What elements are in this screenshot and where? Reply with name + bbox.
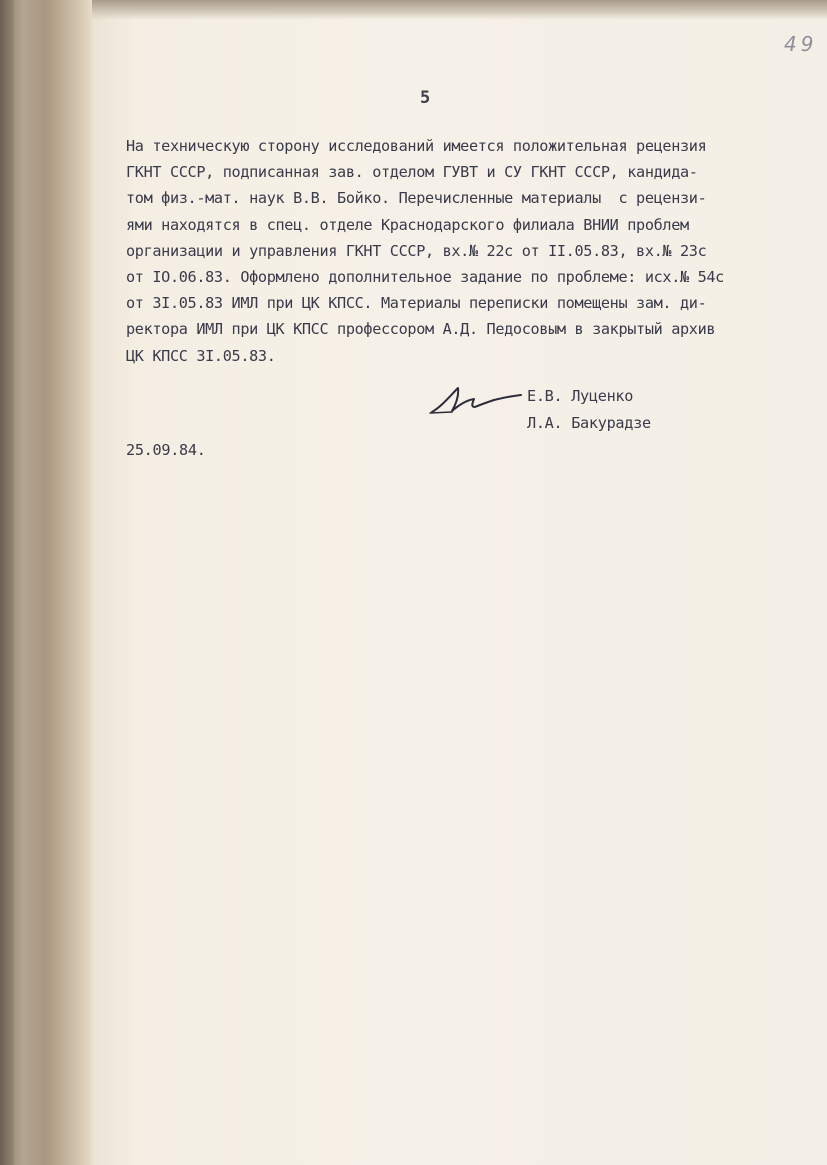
body-line: том физ.-мат. наук В.В. Бойко. Перечисленные материалы с рецензи-: [126, 189, 707, 208]
body-line: ректора ИМЛ при ЦК КПСС профессором А.Д. Педосовым в закрытый архив: [126, 320, 716, 339]
page-number: 5: [420, 88, 431, 108]
handwritten-signature: [428, 382, 523, 418]
body-line: ями находятся в спец. отделе Краснодарского филиала ВНИИ проблем: [126, 215, 689, 234]
body-line: ГКНТ СССР, подписанная зав. отделом ГУВТ и СУ ГКНТ СССР, кандида-: [126, 163, 698, 182]
body-line: от 3I.05.83 ИМЛ при ЦК КПСС. Материалы переписки помещены зам. ди-: [126, 294, 707, 313]
document-date: 25.09.84.: [126, 441, 206, 459]
body-line: от IO.06.83. Оформлено дополнительное задание по проблеме: исх.№ 54с: [126, 268, 724, 287]
body-line: организации и управления ГКНТ СССР, вх.№ 22с от II.05.83, вх.№ 23с: [126, 241, 707, 260]
body-line: На техническую сторону исследований имеется положительная рецензия: [126, 137, 707, 155]
body-line: ЦК КПСС 3I.05.83.: [126, 346, 276, 365]
signer-name: Л.А. Бакурадзе: [527, 414, 651, 432]
binding-edge: [0, 0, 14, 1165]
body-text: [126, 133, 816, 369]
signer-name: Е.В. Луценко: [527, 387, 634, 405]
page-top-edge: [92, 0, 827, 20]
archive-page-number: 49: [784, 32, 818, 56]
